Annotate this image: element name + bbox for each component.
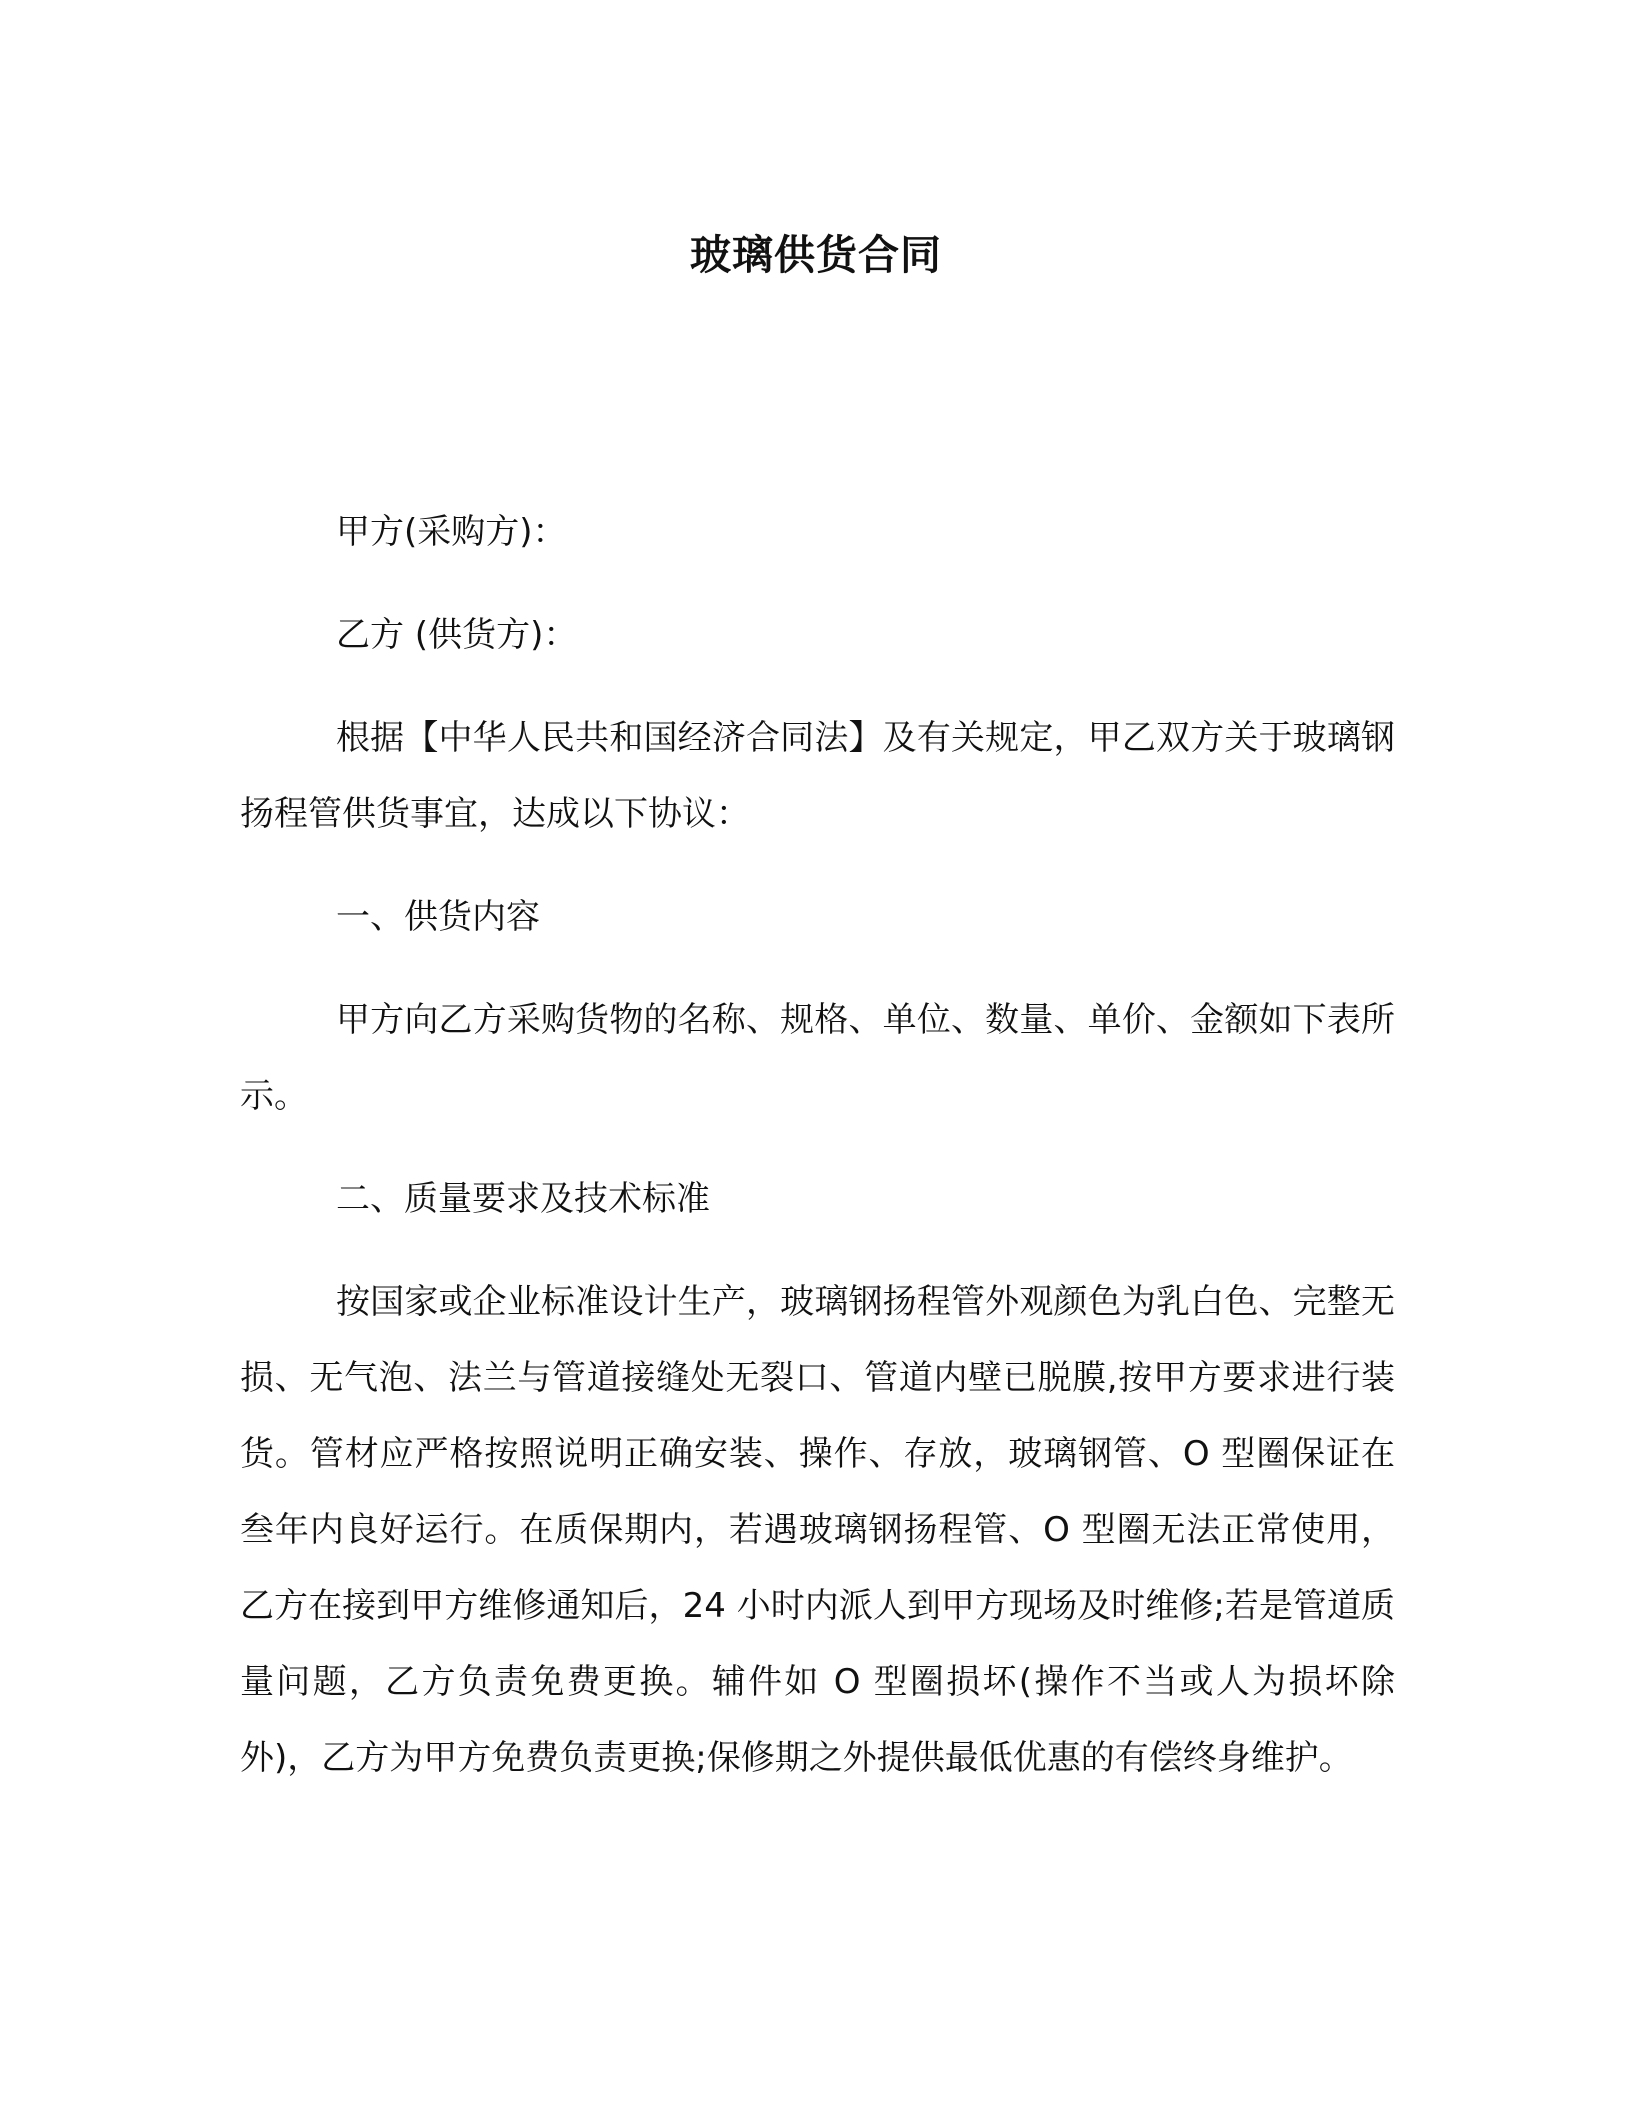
preamble-paragraph: 根据【中华人民共和国经济合同法】及有关规定，甲乙双方关于玻璃钢扬程管供货事宜，达成以下协议： <box>240 718 1395 834</box>
party-b-line: 乙方 (供货方)： <box>336 615 578 655</box>
section-2-heading: 二、质量要求及技术标准 <box>336 1179 710 1219</box>
section-1-heading: 一、供货内容 <box>336 897 540 937</box>
document-body <box>240 494 1395 1823</box>
party-a-line: 甲方(采购方)： <box>336 512 567 552</box>
section-1-body: 甲方向乙方采购货物的名称、规格、单位、数量、单价、金额如下表所示。 <box>240 1000 1395 1116</box>
section-2-body: 按国家或企业标准设计生产，玻璃钢扬程管外观颜色为乳白色、完整无损、无气泡、法兰与管道接缝处无裂口、管道内壁已脱膜,按甲方要求进行装货。管材应严格按照说明正确安装、操作、存放，玻璃钢管、O 型圈保证在叁年内良好运行。在质保期内，若遇玻璃钢扬程管、O 型圈无法正常使用，乙方在接到甲方维修通知后，24 小时内派人到甲方现场及时维修;若是管道质量问题，乙方负责免费更换。辅件如 O 型圈损坏(操作不当或人为损坏除外)，乙方为甲方免费负责更换;保修期之外提供最低优惠的有偿终身维护。 <box>240 1282 1395 1778</box>
document-title: 玻璃供货合同 <box>690 231 942 279</box>
